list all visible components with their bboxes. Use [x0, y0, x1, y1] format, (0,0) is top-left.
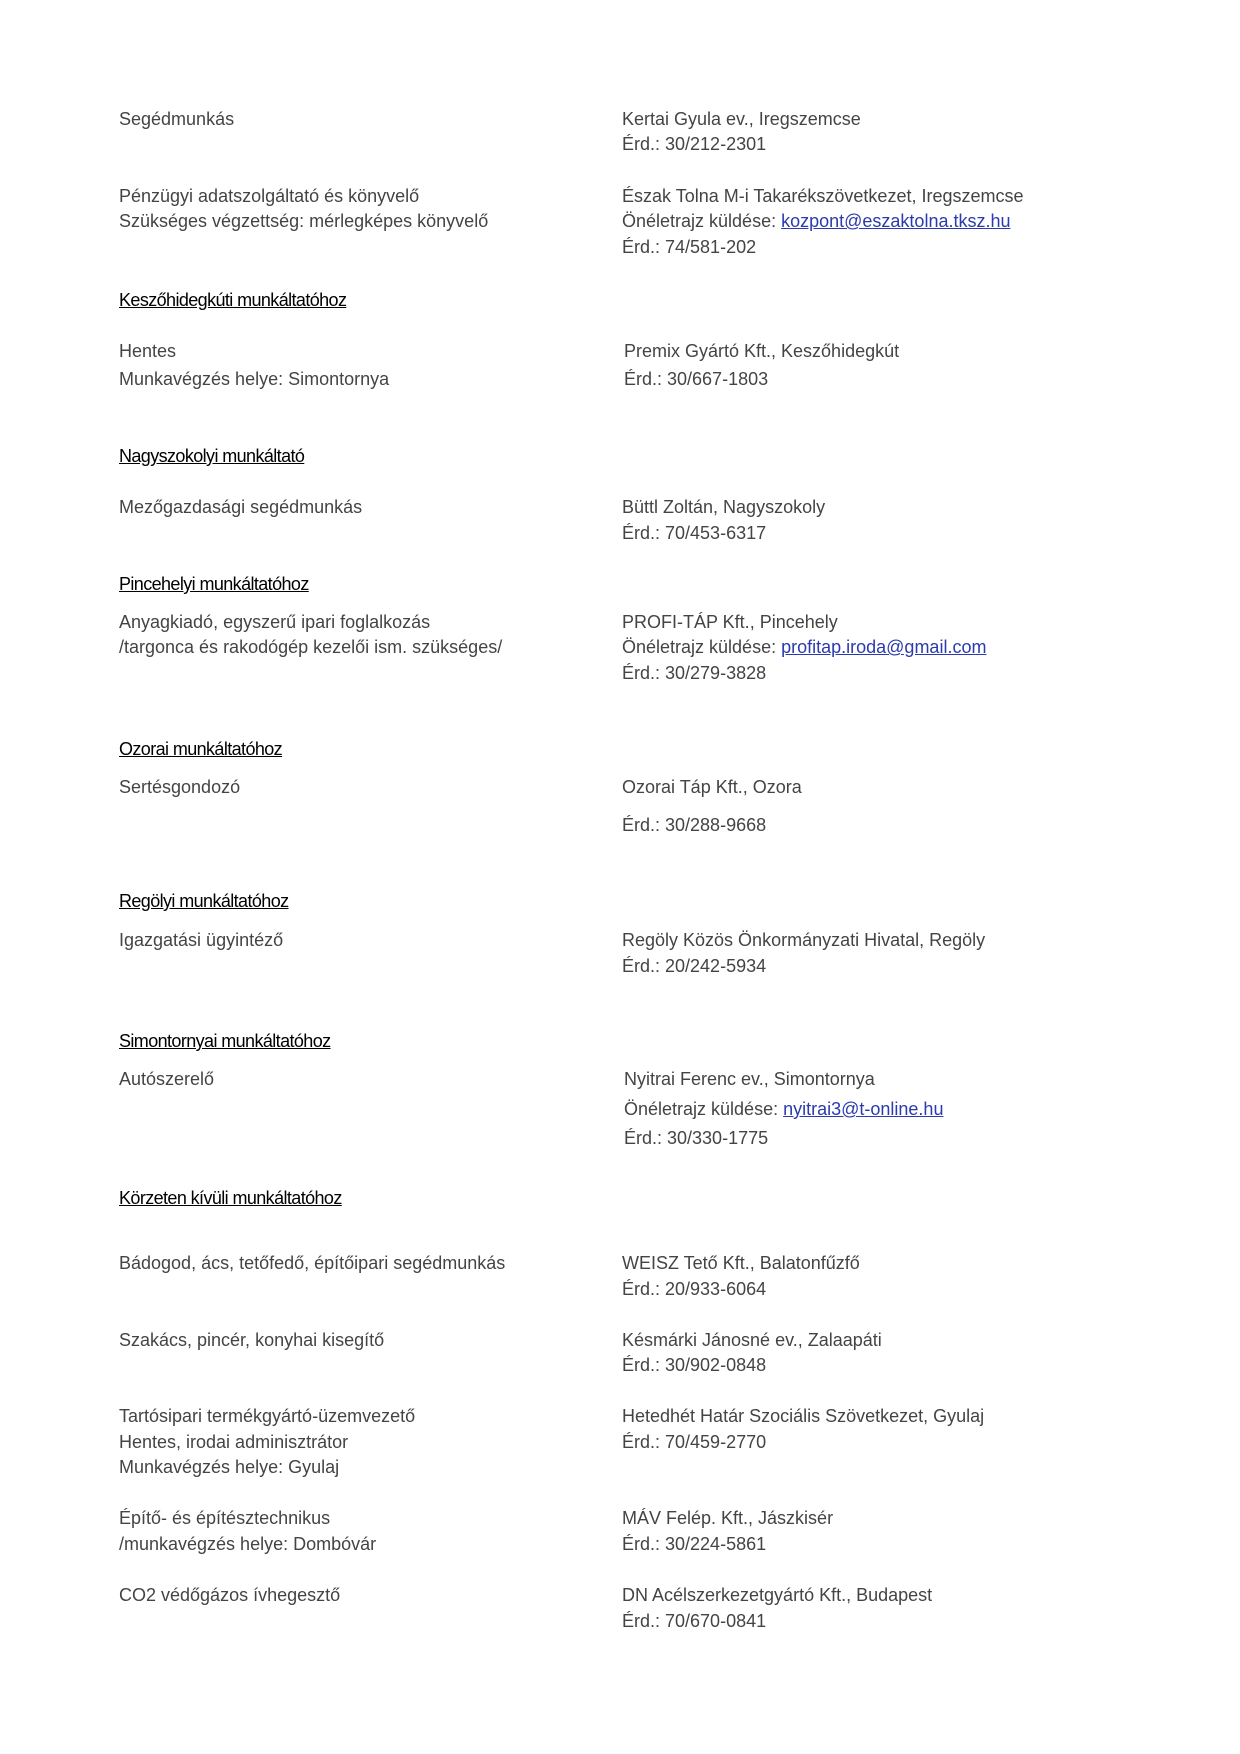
job-title: Segédmunkás — [119, 109, 235, 129]
job-title: Pénzügyi adatszolgáltató és könyvelő — [119, 186, 420, 206]
contact-phone: Érd.: 30/330-1775 — [624, 1128, 769, 1148]
job-title: Autószerelő — [119, 1069, 215, 1089]
job-title: Szakács, pincér, konyhai kisegítő — [119, 1330, 385, 1350]
employer-name: Hetedhét Határ Szociális Szövetkezet, Gyulaj — [622, 1406, 985, 1426]
job-location: Munkavégzés helye: Gyulaj — [119, 1457, 340, 1477]
job-title: Tartósipari termékgyártó-üzemvezető — [119, 1406, 416, 1426]
section-heading: Simontornyai munkáltatóhoz — [119, 1031, 331, 1051]
section-heading: Regölyi munkáltatóhoz — [119, 891, 289, 911]
job-title: Hentes — [119, 341, 177, 361]
cv-label: Önéletrajz küldése: — [622, 637, 782, 657]
job-title: Mezőgazdasági segédmunkás — [119, 497, 363, 517]
contact-phone: Érd.: 20/933-6064 — [622, 1279, 767, 1299]
employer-name: Kertai Gyula ev., Iregszemcse — [622, 109, 861, 129]
cv-label: Önéletrajz küldése: — [624, 1099, 784, 1119]
employer-name: Premix Gyártó Kft., Keszőhidegkút — [624, 341, 900, 361]
section-heading: Nagyszokolyi munkáltató — [119, 446, 305, 466]
contact-phone: Érd.: 70/459-2770 — [622, 1432, 767, 1452]
employer-name: DN Acélszerkezetgyártó Kft., Budapest — [622, 1585, 933, 1605]
job-title: CO2 védőgázos ívhegesztő — [119, 1585, 341, 1605]
job-requirement: /targonca és rakodógép kezelői ism. szükséges/ — [119, 637, 503, 657]
job-title: Anyagkiadó, egyszerű ipari foglalkozás — [119, 612, 431, 632]
job-location: Munkavégzés helye: Simontornya — [119, 369, 390, 389]
cv-line — [622, 634, 986, 660]
contact-phone: Érd.: 30/902-0848 — [622, 1355, 767, 1375]
section-heading: Ozorai munkáltatóhoz — [119, 739, 283, 759]
contact-phone: Érd.: 70/453-6317 — [622, 523, 767, 543]
job-location: /munkavégzés helye: Dombóvár — [119, 1534, 377, 1554]
cv-line — [622, 208, 1011, 234]
employer-name: Késmárki Jánosné ev., Zalaapáti — [622, 1330, 882, 1350]
job-title: Bádogod, ács, tetőfedő, építőipari segédmunkás — [119, 1253, 506, 1273]
section-heading: Pincehelyi munkáltatóhoz — [119, 574, 309, 594]
contact-phone: Érd.: 20/242-5934 — [622, 956, 767, 976]
contact-phone: Érd.: 30/279-3828 — [622, 663, 767, 683]
job-title-secondary: Hentes, irodai adminisztrátor — [119, 1432, 349, 1452]
section-heading: Keszőhidegkúti munkáltatóhoz — [119, 290, 347, 310]
job-requirement: Szükséges végzettség: mérlegképes könyvelő — [119, 211, 489, 231]
email-link[interactable]: kozpont@eszaktolna.tksz.hu — [781, 211, 1011, 231]
job-title: Sertésgondozó — [119, 777, 241, 797]
job-title: Építő- és építésztechnikus — [119, 1508, 331, 1528]
employer-name: PROFI-TÁP Kft., Pincehely — [622, 612, 838, 632]
employer-name: Regöly Közös Önkormányzati Hivatal, Regöly — [622, 930, 986, 950]
employer-name: MÁV Felép. Kft., Jászkisér — [622, 1508, 834, 1528]
employer-name: Büttl Zoltán, Nagyszokoly — [622, 497, 826, 517]
contact-phone: Érd.: 30/667-1803 — [624, 369, 769, 389]
cv-label: Önéletrajz küldése: — [622, 211, 782, 231]
email-link[interactable]: profitap.iroda@gmail.com — [781, 637, 987, 657]
contact-phone: Érd.: 70/670-0841 — [622, 1611, 767, 1631]
employer-name: Ozorai Táp Kft., Ozora — [622, 777, 802, 797]
contact-phone: Érd.: 30/224-5861 — [622, 1534, 767, 1554]
contact-phone: Érd.: 30/212-2301 — [622, 134, 767, 154]
cv-line — [624, 1096, 943, 1122]
section-heading: Körzeten kívüli munkáltatóhoz — [119, 1188, 342, 1208]
contact-phone: Érd.: 74/581-202 — [622, 237, 757, 257]
contact-phone: Érd.: 30/288-9668 — [622, 815, 767, 835]
email-link[interactable]: nyitrai3@t-online.hu — [783, 1099, 944, 1119]
employer-name: Észak Tolna M-i Takarékszövetkezet, Iregszemcse — [622, 186, 1024, 206]
employer-name: WEISZ Tető Kft., Balatonfűzfő — [622, 1253, 860, 1273]
employer-name: Nyitrai Ferenc ev., Simontornya — [624, 1069, 875, 1089]
job-title: Igazgatási ügyintéző — [119, 930, 284, 950]
